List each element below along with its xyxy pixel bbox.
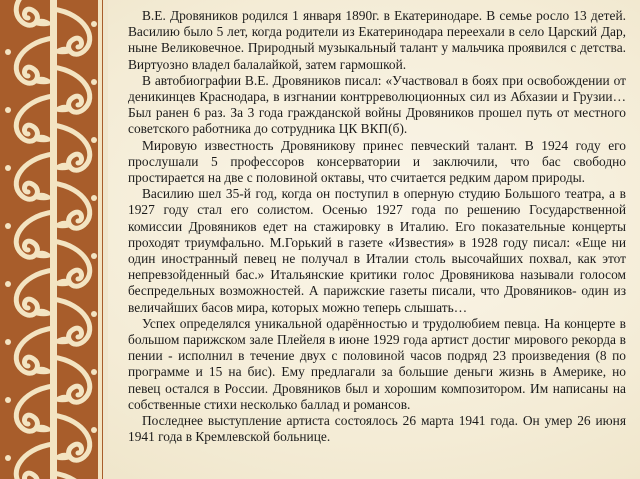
paragraph: В.Е. Дровяников родился 1 января 1890г. в Екатеринодаре. В семье росло 13 детей. Василию было 5 лет, когда родители из Екатеринодара переехали в село Царский Дар, ныне Великовечное. Природный музыкальный талант у мальчика проявился с детства. Виртуозно владел балалайкой, затем гармошкой. <box>128 8 626 72</box>
paragraph: Последнее выступление артиста состоялось 26 марта 1941 года. Он умер 26 июня 1941 года в Кремлевской больнице. <box>128 413 626 445</box>
ornamental-scroll-border-icon <box>0 0 108 479</box>
paragraph: Успех определялся уникальной одарённостью и трудолюбием певца. На концерте в большом парижском зале Плейеля в июне 1929 года артист достиг мирового рекорда в пении - исполнил в течение двух с половиной часов подряд 23 произведения (8 по программе и 15 на бис). Ему предлагали за большие деньги жизнь в Америке, но певец остался в России. Дровяников был и хорошим композитором. Им написаны на собственные стихи несколько баллад и романсов. <box>128 315 626 412</box>
document-body <box>128 8 626 445</box>
paragraph: В автобиографии В.Е. Дровяников писал: «Участвовал в боях при освобождении от деникинцев Краснодара, в изгнании контрреволюционных сил из Абхазии и Грузии… Был ранен 6 раз. За 3 года гражданской войны Дровяников прошел путь от местного советского работника до сотрудника ЦК ВКП(б). <box>128 72 626 137</box>
paragraph: Мировую известность Дровяникову принес певческий талант. В 1924 году его прослушали 5 профессоров консерватории и заключили, что бас свободно простирается на две с половиной октавы, что считается редким даром природы. <box>128 137 626 186</box>
paragraph: Василию шел 35-й год, когда он поступил в оперную студию Большого театра, а в 1927 году стал его солистом. Осенью 1927 года по решению Государственной комиссии Дровяников едет на стажировку в Италию. Его показательные концерты проходят триумфально. М.Горький в газете «Известия» в 1928 году писал: «Еще ни один иностранный певец не получал в Италии столь высочайших похвал, как этот непревзойденный бас.» Итальянские критики голос Дровяникова называли голосом беспредельных возможностей. А парижские газеты писали, что Дровяников- один из величайших басов мира, которых можно теперь слышать… <box>128 186 626 315</box>
